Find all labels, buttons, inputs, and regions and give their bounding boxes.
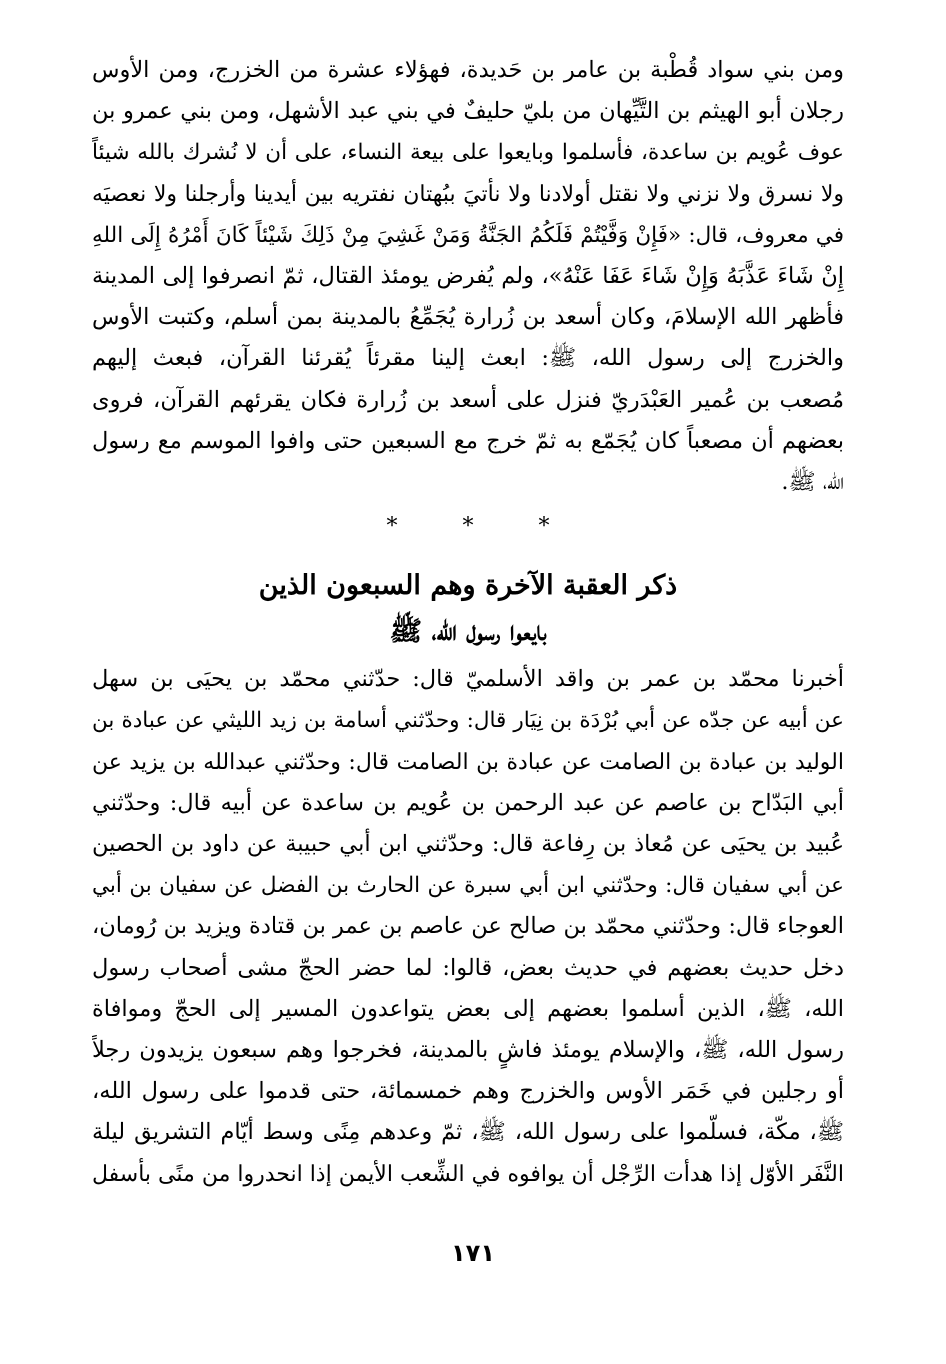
- text-line: عُبيد بن يحيَى عن مُعاذ بن رِفاعة قال: وحدّثني ابن أبي حبيبة عن داود بن الحصين: [92, 831, 844, 858]
- text-line: رجلان أبو الهيثم بن التَّيِّهان من بليّ حليفٌ في بني عبد الأشهل، ومن بني عمرو بن: [92, 98, 844, 125]
- text-line: أو رجلين في خَمَر الأوس والخزرج وهم خمسمائة، حتى قدموا على رسول الله،: [92, 1078, 844, 1105]
- text-line: الله، ﷺ.: [781, 469, 844, 496]
- text-line: عوف عُويم بن ساعدة، فأسلموا وبايعوا على بيعة النساء، على أن لا نُشرك بالله شيئاً: [92, 140, 844, 166]
- text-line: ومن بني سواد قُطْبة بن عامر بن حَديدة، فهؤلاء عشرة من الخزرج، ومن الأوس: [92, 57, 844, 83]
- text-line: والخزرج إلى رسول الله، ﷺ: ابعث إلينا مقرئاً يُقرئنا القرآن، فبعث إليهم: [92, 345, 844, 372]
- heading-line-2: بايعوا رسول الله، ﷺ: [389, 616, 547, 648]
- text-line: عن أبي سفيان قال: وحدّثني ابن أبي سبرة عن الحارث بن الفضل عن سفيان بن أبي: [92, 873, 844, 899]
- text-line: الله، ﷺ، الذين أسلموا بعضهم إلى بعض يتواعدون المسير إلى الحجّ وموافاة: [92, 995, 844, 1022]
- page-number: ١٧١: [451, 1239, 495, 1267]
- section-separator: * * *: [386, 514, 550, 540]
- text-line: مُصعب بن عُمير العَبْدَريّ فنزل على أسعد بن زُرارة فكان يقرئهم القرآن، فروى: [92, 386, 844, 413]
- paragraph-2: [92, 659, 844, 1195]
- book-page: [92, 50, 844, 1195]
- text-line: رسول الله، ﷺ، والإسلام يومئذ فاشٍ بالمدينة، فخرجوا وهم سبعون يزيدون رجلاً: [92, 1037, 844, 1064]
- text-line: أخبرنا محمّد بن عمر بن واقد الأسلميّ قال: حدّثني محمّد بن يحيَى بن سهل: [92, 666, 844, 693]
- section-heading: [92, 563, 844, 655]
- text-line: فأظهر الله الإسلامَ، وكان أسعد بن زُرارة يُجَمِّعُ بالمدينة بمن أسلم، وكتبت الأوس: [92, 304, 844, 331]
- paragraph-1: [92, 50, 844, 503]
- text-line: ولا نسرق ولا نزني ولا نقتل أولادنا ولا نأتيَ ببُهتان نفتريه بين أيدينا وأرجلنا ولا نعصيَه: [92, 181, 844, 207]
- text-line: دخل حديث بعضهم في حديث بعض، قالوا: لما حضر الحجّ مشى أصحاب رسول: [92, 954, 844, 981]
- text-line: بعضهم أن مصعباً كان يُجَمّع به ثمّ خرج مع السبعين حتى وافوا الموسم مع رسول: [92, 427, 844, 454]
- text-line: في معروف، قال: «فَإِنْ وَفَّيْتُمْ فَلَكُمُ الجَنَّةُ وَمَنْ غَشِيَ مِنْ ذَلِكَ شَيْئاً كَانَ أَمْرُهُ إِلَى اللهِ: [92, 222, 844, 248]
- text-line: العوجاء قال: وحدّثني محمّد بن صالح عن عاصم بن عمر بن قتادة ويزيد بن رُومان،: [92, 913, 844, 940]
- text-line: إِنْ شَاءَ عَذَّبَهُ وَإِنْ شَاءَ عَفَا عَنْهُ»، ولم يُفرض يومئذ القتال، ثمّ انصرفوا إلى المدينة: [92, 263, 844, 290]
- text-line: عن أبيه عن جدّه عن أبي بُرْدَة بن نِيَار قال: وحدّثني أسامة بن زيد الليثي عن عبادة بن: [92, 708, 844, 734]
- text-line: أبي البَدّاح بن عاصم عن عبد الرحمن بن عُويم بن ساعدة عن أبيه قال: وحدّثني: [92, 789, 844, 816]
- text-line: الوليد بن عبادة بن الصامت عن عبادة بن الصامت قال: وحدّثني عبدالله بن يزيد عن: [92, 749, 844, 775]
- text-line: ﷺ، مكّة، فسلّموا على رسول الله، ﷺ، ثمّ وعدهم مِنًى وسط أيّام التشريق ليلة: [92, 1119, 844, 1146]
- heading-line-1: ذكر العقبة الآخرة وهم السبعون الذين: [258, 570, 678, 602]
- text-line: النَّفَر الأوّل إذا هدأت الرِّجْل أن يوافوه في الشِّعب الأيمن إذا انحدروا من منًى بأسفل: [92, 1161, 844, 1187]
